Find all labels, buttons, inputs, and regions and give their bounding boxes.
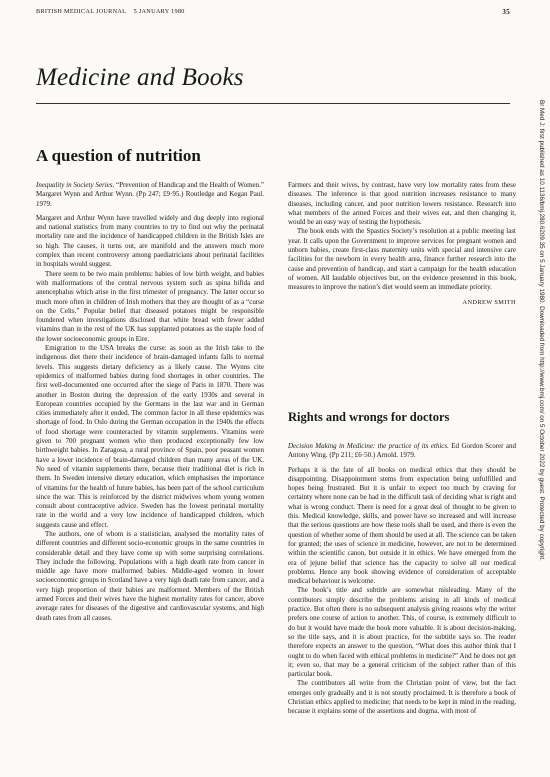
article2-column — [288, 442, 516, 717]
article2-paragraph: The book’s title and subtitle are somewhat misleading. Many of the contributors simply describe the problems arising in all kinds of medical practice. But often there is no subsequent analysis giving reasons why the writer prefers one course of action to another. This, of course, is extremely difficult to do but it would have made the book more valuable. It is about decision-making, so the title says, and it is about practice, for the subtitle says so. The reader therefore expects an answer to the question, “What does this author think that I ought to do when faced with ethical problems in medicine?” And he does not get it; even so, that may be a general criticism of the subject rather than of this particular book. — [288, 586, 516, 679]
article1-paragraph: Emigration to the USA breaks the curse: as soon as the Irish take to the indigenous diet there their incidence of brain-damaged infants falls to normal levels. This suggests dietary deficiency as a likely cause. The Wynns cite epidemics of malformed babies during food shortages in other countries. The first well-documented one occurred after the siege of Paris in 1870. There was another in Boston during the depression of the early 1930s and several in European countries occupied by the Germans in the last war and in German cities immediately after it ended. The common factor in all these epidemics was shortage of food. In Oslo during the German occupation in the 1940s the effects of food shortage were counteracted by vitamin supplements. Vitamins were given to 700 pregnant women who then produced exceptionally few low birthweight babies. In Zaragosa, a rural province of Spain, poor peasant women have a lower incidence of brain-damaged children than many areas of the UK. No need of vitamin supplements there, because their traditional diet is rich in them. In Sweden intensive dietary education, which emphasises the importance of vitamins for the health of future babies, has been part of the school curriculum since the war. This is reinforced by the district midwives whom young women consult about contraceptive advice. Sweden has the lowest perinatal mortality rate in the world and a very low incidence of handicapped children, which suggests cause and effect. — [36, 344, 264, 529]
running-header — [36, 8, 510, 22]
article1-paragraph: There seem to be two main problems: babies of low birth weight, and babies with malformations of the central nervous system such as spina bifida and anencephalus which arise in the first trimester of pregnancy. The latter occur so much more often in children of Irish mothers that they are thought of as a “curse on the Celts.” Popular belief that diseased potatoes might be responsible foundered when investigations disclosed that white bread with fewer added vitamins than in the rest of the UK has supplanted potatoes as the staple food of the lower socioeconomic groups in Eire. — [36, 269, 264, 343]
article1-paragraph: The book ends with the Spastics Society’s resolution at a public meeting last year. It calls upon the Government to improve services for pregnant women and unborn babies, create first-class maternity units with special and intensive care facilities for the newborn in every health area, finance further research into the cause and prevention of handicap, and start a campaign for the health education of women. All laudable objectives but, on the evidence presented in this book, measures to improve the nation’s diet would seem an immediate priority. — [288, 227, 516, 292]
section-rule — [36, 103, 510, 104]
article-title-nutrition: A question of nutrition — [36, 146, 201, 165]
journal-name-date: BRITISH MEDICAL JOURNAL 5 JANUARY 1980 — [36, 8, 185, 15]
article2-citation: Decision Making in Medicine: the practice of its ethics. Ed Gordon Scorer and Antony Wing. (Pp 211; £6·50.) Arnold. 1979. — [288, 442, 516, 460]
download-notice-sidebar: Br Med J: first published as 10.1136/bmj.280.6209.35 on 5 January 1980. Downloaded from http://www.bmj.com/ on 5 October 2022 by guest. Protected by copyright. — [538, 100, 545, 561]
section-title: Medicine and Books — [36, 64, 244, 91]
article1-paragraph: Farmers and their wives, by contrast, have very low mortality rates from these diseases. The inference is that good nutrition increases resistance to many diseases, including cancer, and poor nutrition lowers resistance. Research into what members of the armed Forces and their wives eat, and then changing it, would be an easy way of testing the hypothesis. — [288, 181, 516, 227]
article1-right-column — [288, 181, 516, 307]
article-title-rights: Rights and wrongs for doctors — [288, 410, 450, 424]
article1-paragraph: The authors, one of whom is a statistician, analysed the mortality rates of different countries and different socio-economic groups in the same countries in considerable detail and they have come up with some surprising correlations. They include the following. Populations with a high death rate from cancer in middle age have more malformed babies. Middle-aged women in lower socioeconomic groups in Scotland have a very high death rate from cancer, and a very high proportion of their babies are malformed. Members of the British armed Forces and their wives have the highest mortality rates for cancer, above average rates for diseases of the digestive and cardiovascular systems, and high death rates from all causes. — [36, 529, 264, 622]
article1-left-column — [36, 181, 264, 623]
article1-citation: Inequality in Society Series. “Prevention of Handicap and the Health of Women.” Margaret Wynn and Arthur Wynn. (Pp 247; £9·95.) Routledge and Kegan Paul. 1979. — [36, 181, 264, 208]
article2-paragraph: Perhaps it is the fate of all books on medical ethics that they should be disappointing. Disappointment stems from expectation being unfulfilled and hopes being frustrated. But it is unfair to expect too much by craving for certainty where none can be had in the difficult task of deciding what is right and what is wrong conduct. There is need for a great deal of thought to be given to this. Medical knowledge, skills, and power have so increased and will increase that the serious questions are how these tools shall be used, and there is even the question of whether some of them should be used at all. The science can be taken for granted; the uses of science in medicine, however, are not to be determined within the scientific canon, but outside it in ethics. We have emerged from the era of jejune belief that science has the capacity to solve all our medical problems. Hence any book showing evidence of consideration of acceptable medical behaviour is welcome. — [288, 465, 516, 586]
page-number: 35 — [502, 8, 510, 16]
article1-paragraph: Margaret and Arthur Wynn have travelled widely and dug deeply into regional and national statistics from many countries to try to find out why the perinatal mortality rate and the incidence of handicapped children in the British Isles are so high. The causes, it turns out, are manifold and the answers much more complex than recent controversy among paediatricians about perinatal facilities in hospitals would suggest. — [36, 213, 264, 269]
article1-author: ANDREW SMITH — [462, 298, 516, 306]
article2-paragraph: The contributors all write from the Christian point of view, but the fact emerges only gradually and it is not stoutly proclaimed. It is therefore a book of Christian ethics applied to medicine; that needs to be kept in mind in the reading, because it explains some of the assertions and dogma, with most of — [288, 679, 516, 716]
